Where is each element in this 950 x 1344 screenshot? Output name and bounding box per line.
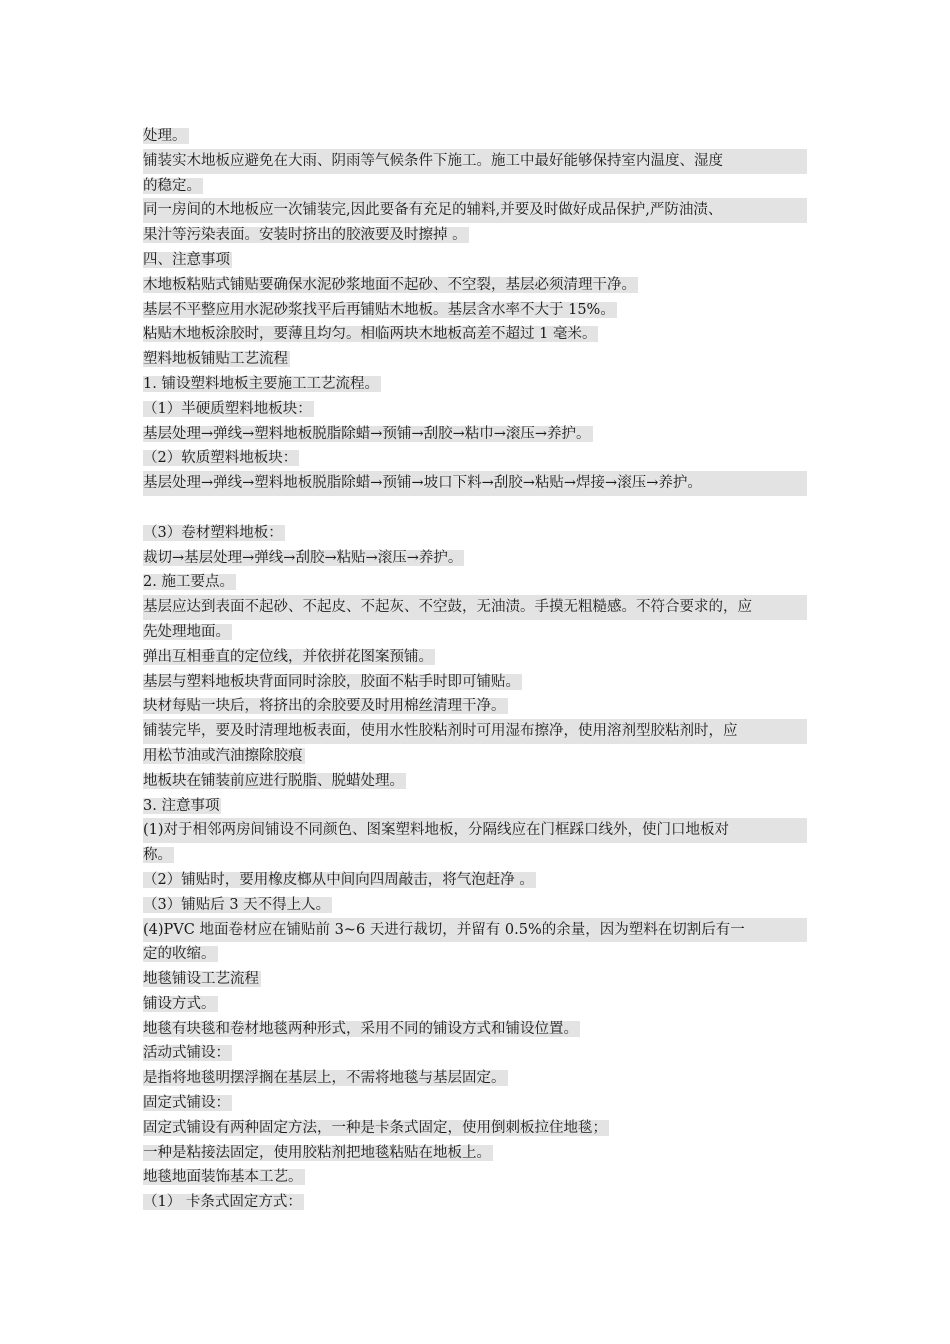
text-line-content: 基层处理→弹线→塑料地板脱脂除蜡→预铺→坡口下料→刮胶→粘贴→焊接→滚压→养护。 bbox=[143, 471, 807, 496]
text-line bbox=[143, 198, 807, 223]
text-line-content: 1. 铺设塑料地板主要施工工艺流程。 bbox=[143, 375, 379, 392]
text-line-content: 块材每贴一块后，将挤出的余胶要及时用棉丝清理干净。 bbox=[143, 698, 506, 715]
text-line-content: 地毯地面装饰基本工艺。 bbox=[143, 1169, 303, 1186]
text-line-content: 是指将地毯明摆浮搁在基层上，不需将地毯与基层固定。 bbox=[143, 1070, 506, 1087]
text-line bbox=[143, 1165, 807, 1190]
text-line-content: 铺装完毕，要及时清理地板表面，使用水性胶粘剂时可用湿布擦净，使用溶剂型胶粘剂时，应 bbox=[143, 719, 807, 744]
text-line bbox=[143, 719, 807, 744]
text-line-content: 木地板粘贴式铺贴要确保水泥砂浆地面不起砂、不空裂，基层必须清理干净。 bbox=[143, 276, 636, 293]
text-line-content: （3）铺贴后 3 天不得上人。 bbox=[143, 896, 331, 913]
text-line bbox=[143, 942, 807, 967]
text-line bbox=[143, 546, 807, 571]
text-line bbox=[143, 794, 807, 819]
text-line bbox=[143, 273, 807, 298]
text-line-content: 基层不平整应用水泥砂浆找平后再铺贴木地板。基层含水率不大于 15%。 bbox=[143, 301, 615, 318]
text-line bbox=[143, 1066, 807, 1091]
text-line bbox=[143, 496, 807, 521]
text-line-content: 用松节油或汽油擦除胶痕 bbox=[143, 747, 303, 764]
text-line bbox=[143, 818, 807, 843]
text-line bbox=[143, 149, 807, 174]
text-line bbox=[143, 446, 807, 471]
text-line bbox=[143, 521, 807, 546]
text-line-content: 2. 施工要点。 bbox=[143, 574, 234, 591]
text-line bbox=[143, 843, 807, 868]
text-line bbox=[143, 744, 807, 769]
text-line-content: （1） 卡条式固定方式： bbox=[143, 1194, 302, 1211]
text-line-content: 基层处理→弹线→塑料地板脱脂除蜡→预铺→刮胶→粘巾→滚压→养护。 bbox=[143, 425, 591, 442]
text-line-content: 粘贴木地板涂胶时，要薄且均匀。相临两块木地板高差不超过 1 毫米。 bbox=[143, 326, 597, 343]
text-line-content: 处理。 bbox=[143, 128, 187, 144]
text-line bbox=[143, 223, 807, 248]
text-line-content: 弹出互相垂直的定位线，并依拼花图案预铺。 bbox=[143, 648, 433, 665]
text-line bbox=[143, 248, 807, 273]
text-line bbox=[143, 694, 807, 719]
text-line bbox=[143, 1041, 807, 1066]
text-line bbox=[143, 298, 807, 323]
text-line-content: 基层应达到表面不起砂、不起皮、不起灰、不空鼓，无油渍。手摸无粗糙感。不符合要求的，应 bbox=[143, 595, 807, 620]
text-line-content: (1)对于相邻两房间铺设不同颜色、图案塑料地板，分隔线应在门框踩口线外，使门口地板对 bbox=[143, 818, 807, 843]
text-line bbox=[143, 1116, 807, 1141]
text-line-content: (4)PVC 地面卷材应在铺贴前 3~6 天进行裁切，并留有 0.5%的余量，因为塑料在切割后有一 bbox=[143, 918, 807, 943]
text-line-content: 果汁等污染表面。安装时挤出的胶液要及时擦掉 。 bbox=[143, 227, 467, 244]
text-line bbox=[143, 397, 807, 422]
text-line bbox=[143, 670, 807, 695]
text-line-content: （2）软质塑料地板块： bbox=[143, 450, 298, 467]
text-line bbox=[143, 992, 807, 1017]
text-line-content: 裁切→基层处理→弹线→刮胶→粘贴→滚压→养护。 bbox=[143, 549, 463, 566]
text-line-content: （3）卷材塑料地板： bbox=[143, 524, 283, 541]
text-line bbox=[143, 422, 807, 447]
text-line-content: 3. 注意事项 bbox=[143, 797, 220, 814]
text-line-content: （1）半硬质塑料地板块： bbox=[143, 400, 312, 417]
text-line bbox=[143, 570, 807, 595]
text-line bbox=[143, 595, 807, 620]
text-line bbox=[143, 893, 807, 918]
text-line bbox=[143, 868, 807, 893]
text-line-content: 定的收缩。 bbox=[143, 946, 216, 963]
text-line bbox=[143, 174, 807, 199]
text-line bbox=[143, 918, 807, 943]
text-line-content: 活动式铺设： bbox=[143, 1045, 230, 1062]
text-line bbox=[143, 1141, 807, 1166]
text-line-content: 称。 bbox=[143, 847, 172, 864]
text-line-content: 固定式铺设： bbox=[143, 1095, 230, 1112]
text-line-content: 地板块在铺装前应进行脱脂、脱蜡处理。 bbox=[143, 772, 404, 789]
text-line bbox=[143, 322, 807, 347]
text-line-content: 地毯有块毯和卷材地毯两种形式，采用不同的铺设方式和铺设位置。 bbox=[143, 1020, 578, 1037]
text-line bbox=[143, 769, 807, 794]
text-line-content: 塑料地板铺贴工艺流程 bbox=[143, 351, 288, 368]
text-line bbox=[143, 347, 807, 372]
text-line-content: 铺设方式。 bbox=[143, 995, 216, 1012]
text-line-content: 固定式铺设有两种固定方法，一种是卡条式固定，使用倒刺板拉住地毯； bbox=[143, 1119, 607, 1136]
text-line-content: 同一房间的木地板应一次铺装完,因此要备有充足的辅料,并要及时做好成品保护,严防油渍、 bbox=[143, 198, 807, 223]
text-line bbox=[143, 471, 807, 496]
text-line bbox=[143, 645, 807, 670]
text-line bbox=[143, 1017, 807, 1042]
text-line bbox=[143, 124, 807, 149]
text-line-content: 地毯铺设工艺流程 bbox=[143, 971, 259, 988]
text-line-content: 一种是粘接法固定，使用胶粘剂把地毯粘贴在地板上。 bbox=[143, 1144, 491, 1161]
text-line bbox=[143, 1091, 807, 1116]
text-line bbox=[143, 372, 807, 397]
text-line-content: 先处理地面。 bbox=[143, 623, 230, 640]
text-line bbox=[143, 620, 807, 645]
text-line-content: 铺装实木地板应避免在大雨、阴雨等气候条件下施工。施工中最好能够保持室内温度、湿度 bbox=[143, 149, 807, 174]
text-line bbox=[143, 1190, 807, 1215]
document-text bbox=[143, 124, 807, 1215]
text-line-content: 的稳定。 bbox=[143, 177, 201, 194]
text-line-content: 四、注意事项 bbox=[143, 251, 230, 268]
text-line-content: （2）铺贴时，要用橡皮榔从中间向四周敲击，将气泡赶净 。 bbox=[143, 871, 534, 888]
text-line-content: 基层与塑料地板块背面同时涂胶，胶面不粘手时即可铺贴。 bbox=[143, 673, 520, 690]
text-line bbox=[143, 967, 807, 992]
